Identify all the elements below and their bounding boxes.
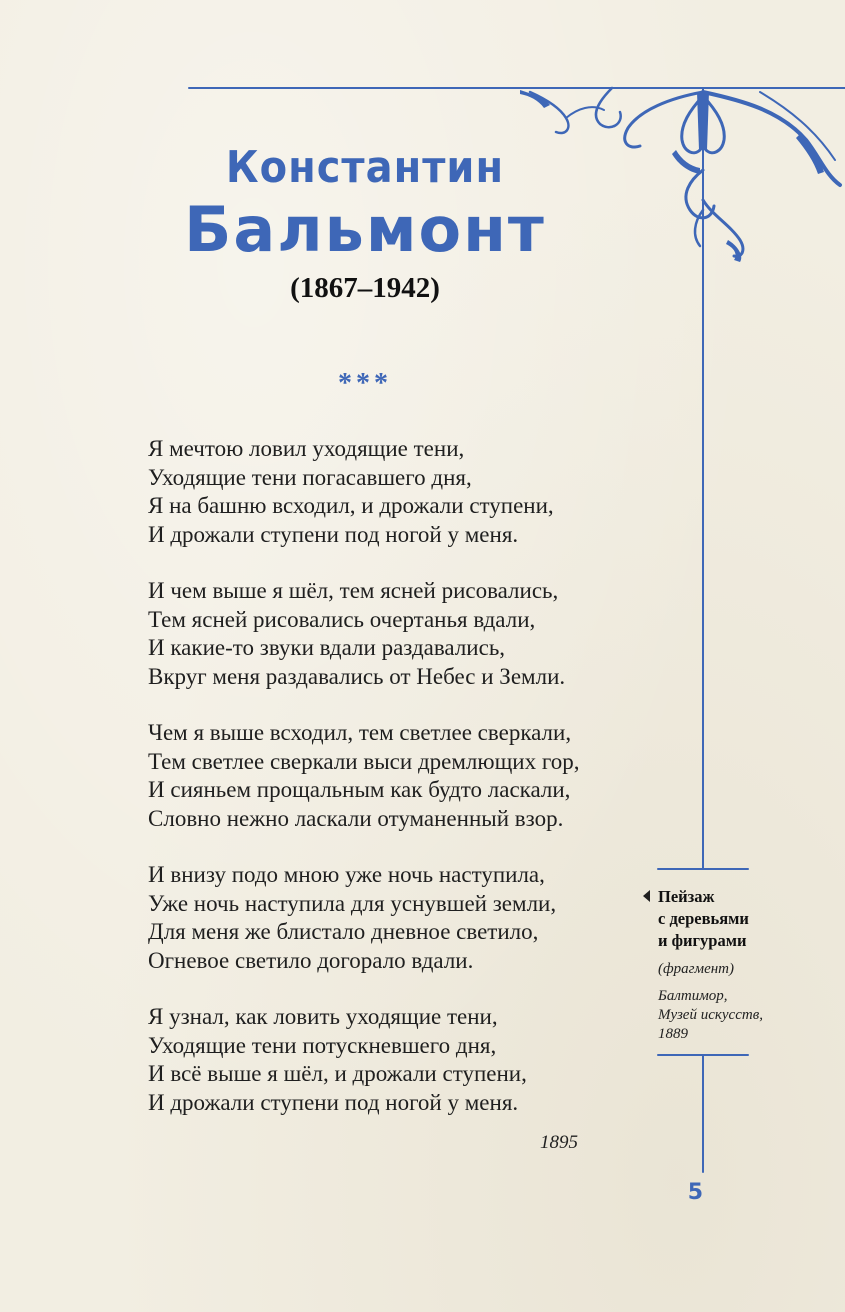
author-years: (1867–1942) xyxy=(290,272,440,304)
poem-line: Тем ясней рисовались очертанья вдали, xyxy=(148,606,536,632)
caption-title xyxy=(658,886,788,952)
poem-line: И внизу подо мною уже ночь наступила, xyxy=(148,862,545,887)
poem-line: Уходящие тени погасавшего дня, xyxy=(148,464,472,490)
author-first-name: Константин xyxy=(225,143,505,193)
poem-line: Чем я выше всходил, тем светлее сверкали, xyxy=(148,720,572,745)
poem-line: Я узнал, как ловить уходящие тени, xyxy=(148,1004,498,1029)
stanza-4 xyxy=(148,861,668,975)
stanza-5 xyxy=(148,1003,668,1117)
stanza-1 xyxy=(148,435,668,549)
poem-line: Огневое светило догорало вдали. xyxy=(148,947,474,973)
caption-museum-line: Музей искусств, xyxy=(658,1007,763,1023)
poem-year: 1895 xyxy=(540,1132,578,1153)
author-last-name: Бальмонт xyxy=(184,193,546,266)
caption-title-line: и фигурами xyxy=(658,931,747,950)
poem-line: Словно нежно ласкали отуманенный взор. xyxy=(148,805,564,831)
caption-museum xyxy=(658,987,788,1044)
page-number: 5 xyxy=(687,1180,703,1205)
poem-asterisks: *** xyxy=(338,368,392,399)
triangle-left-icon xyxy=(643,890,650,902)
illustration-caption xyxy=(658,886,788,1044)
caption-museum-line: Балтимор, xyxy=(658,988,728,1004)
caption-title-line: Пейзаж xyxy=(658,887,715,906)
poem-line: И дрожали ступени под ногой у меня. xyxy=(148,1089,519,1115)
poem-line: И дрожали ступени под ногой у меня. xyxy=(148,521,519,547)
caption-title-line: с деревьями xyxy=(658,909,749,928)
stanza-3 xyxy=(148,719,668,833)
poem-line: Я мечтою ловил уходящие тени, xyxy=(148,436,465,461)
caption-subtitle: (фрагмент) xyxy=(658,961,734,977)
caption-museum-line: 1889 xyxy=(658,1026,688,1042)
poem-line: И сияньем прощальным как будто ласкали, xyxy=(148,777,571,802)
poem-line: Уходящие тени потускневшего дня, xyxy=(148,1032,497,1058)
stanza-2 xyxy=(148,577,668,691)
poem-text xyxy=(148,435,668,1145)
poem-line: Вкруг меня раздавались от Небес и Земли. xyxy=(148,663,566,689)
poem-line: Уже ночь наступила для уснувшей земли, xyxy=(148,890,557,916)
poem-line: И какие-то звуки вдали раздавались, xyxy=(148,635,506,660)
poem-line: И всё выше я шёл, и дрожали ступени, xyxy=(148,1061,527,1086)
poem-line: Для меня же блистало дневное светило, xyxy=(148,919,539,944)
poem-line: Я на башню всходил, и дрожали ступени, xyxy=(148,493,554,518)
poem-line: И чем выше я шёл, тем ясней рисовались, xyxy=(148,578,559,603)
poem-line: Тем светлее сверкали выси дремлющих гор, xyxy=(148,748,580,774)
